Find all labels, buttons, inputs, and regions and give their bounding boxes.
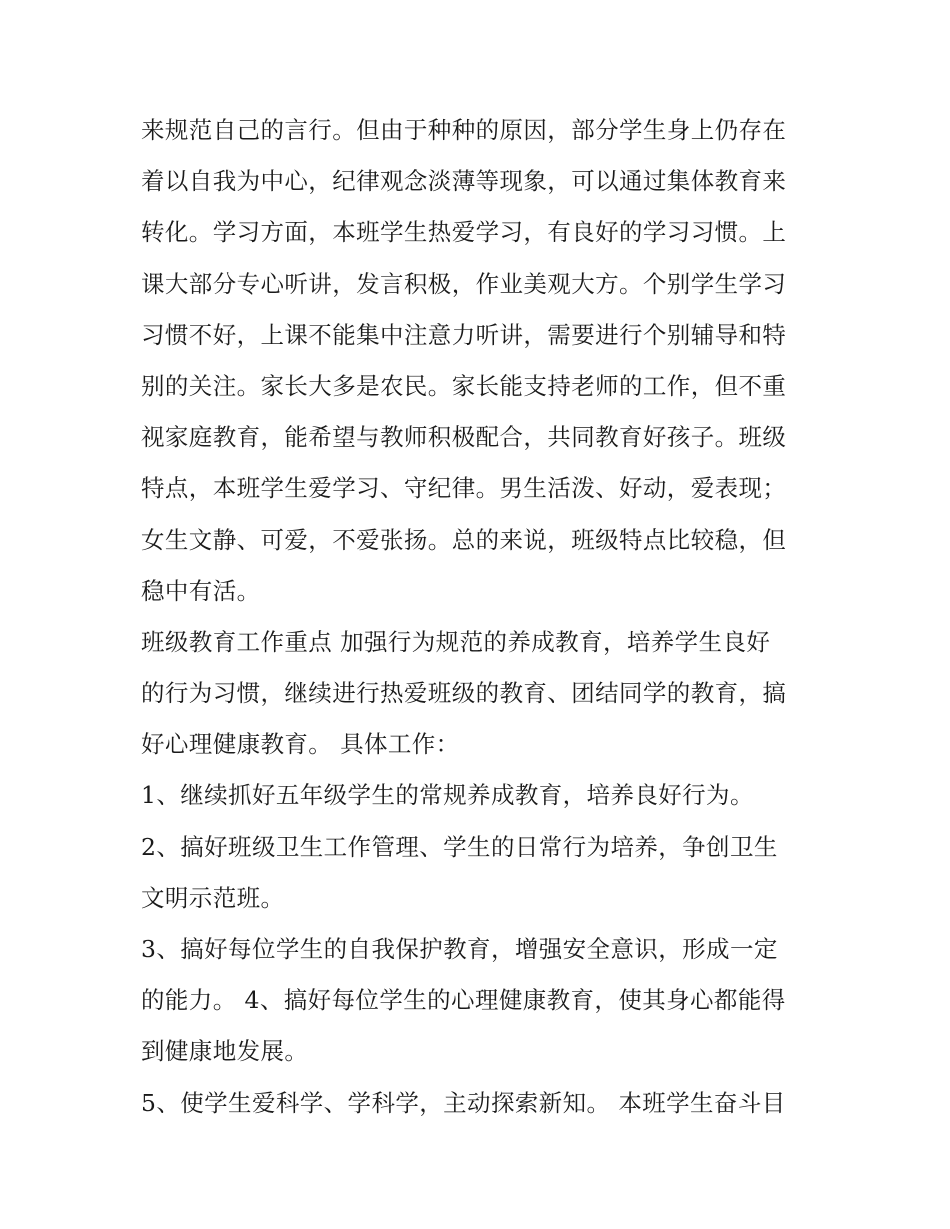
section-heading-line: 班级教育工作重点 加强行为规范的养成教育，培养学生良好 xyxy=(141,627,771,656)
list-item-4: 的能力。 4、搞好每位学生的心理健康教育，使其身心都能得 xyxy=(141,986,786,1015)
list-item-2: 2、搞好班级卫生工作管理、学生的日常行为培养，争创卫生 xyxy=(141,832,778,861)
text-line: 的行为习惯，继续进行热爱班级的教育、团结同学的教育，搞 xyxy=(141,679,787,708)
text-line: 来规范自己的言行。但由于种种的原因，部分学生身上仍存在 xyxy=(141,116,787,144)
text-line: 稳中有活。 xyxy=(141,576,261,605)
list-item-3: 3、搞好每位学生的自我保护教育，增强安全意识，形成一定 xyxy=(141,935,778,963)
text-line: 好心理健康教育。 具体工作： xyxy=(141,730,460,759)
list-item-1: 1、继续抓好五年级学生的常规养成教育，培养良好行为。 xyxy=(141,781,754,810)
text-line: 转化。学习方面，本班学生热爱学习，有良好的学习习惯。上 xyxy=(141,218,787,247)
text-line: 课大部分专心听讲，发言积极，作业美观大方。个别学生学习 xyxy=(141,269,787,298)
text-line: 视家庭教育，能希望与教师积极配合，共同教育好孩子。班级 xyxy=(141,423,787,452)
list-item-5: 5、使学生爱科学、学科学，主动探索新知。 本班学生奋斗目 xyxy=(141,1088,786,1117)
text-line: 特点，本班学生爱学习、守纪律。男生活泼、好动，爱表现； xyxy=(141,474,787,503)
text-line: 别的关注。家长大多是农民。家长能支持老师的工作，但不重 xyxy=(141,371,787,400)
text-line: 女生文静、可爱，不爱张扬。总的来说，班级特点比较稳，但 xyxy=(141,525,787,554)
text-line: 习惯不好，上课不能集中注意力听讲，需要进行个别辅导和特 xyxy=(141,320,787,349)
text-line: 文明示范班。 xyxy=(141,883,285,912)
text-line: 到健康地发展。 xyxy=(141,1037,309,1066)
body-text xyxy=(141,111,821,1135)
text-line: 着以自我为中心，纪律观念淡薄等现象，可以通过集体教育来 xyxy=(141,167,787,196)
